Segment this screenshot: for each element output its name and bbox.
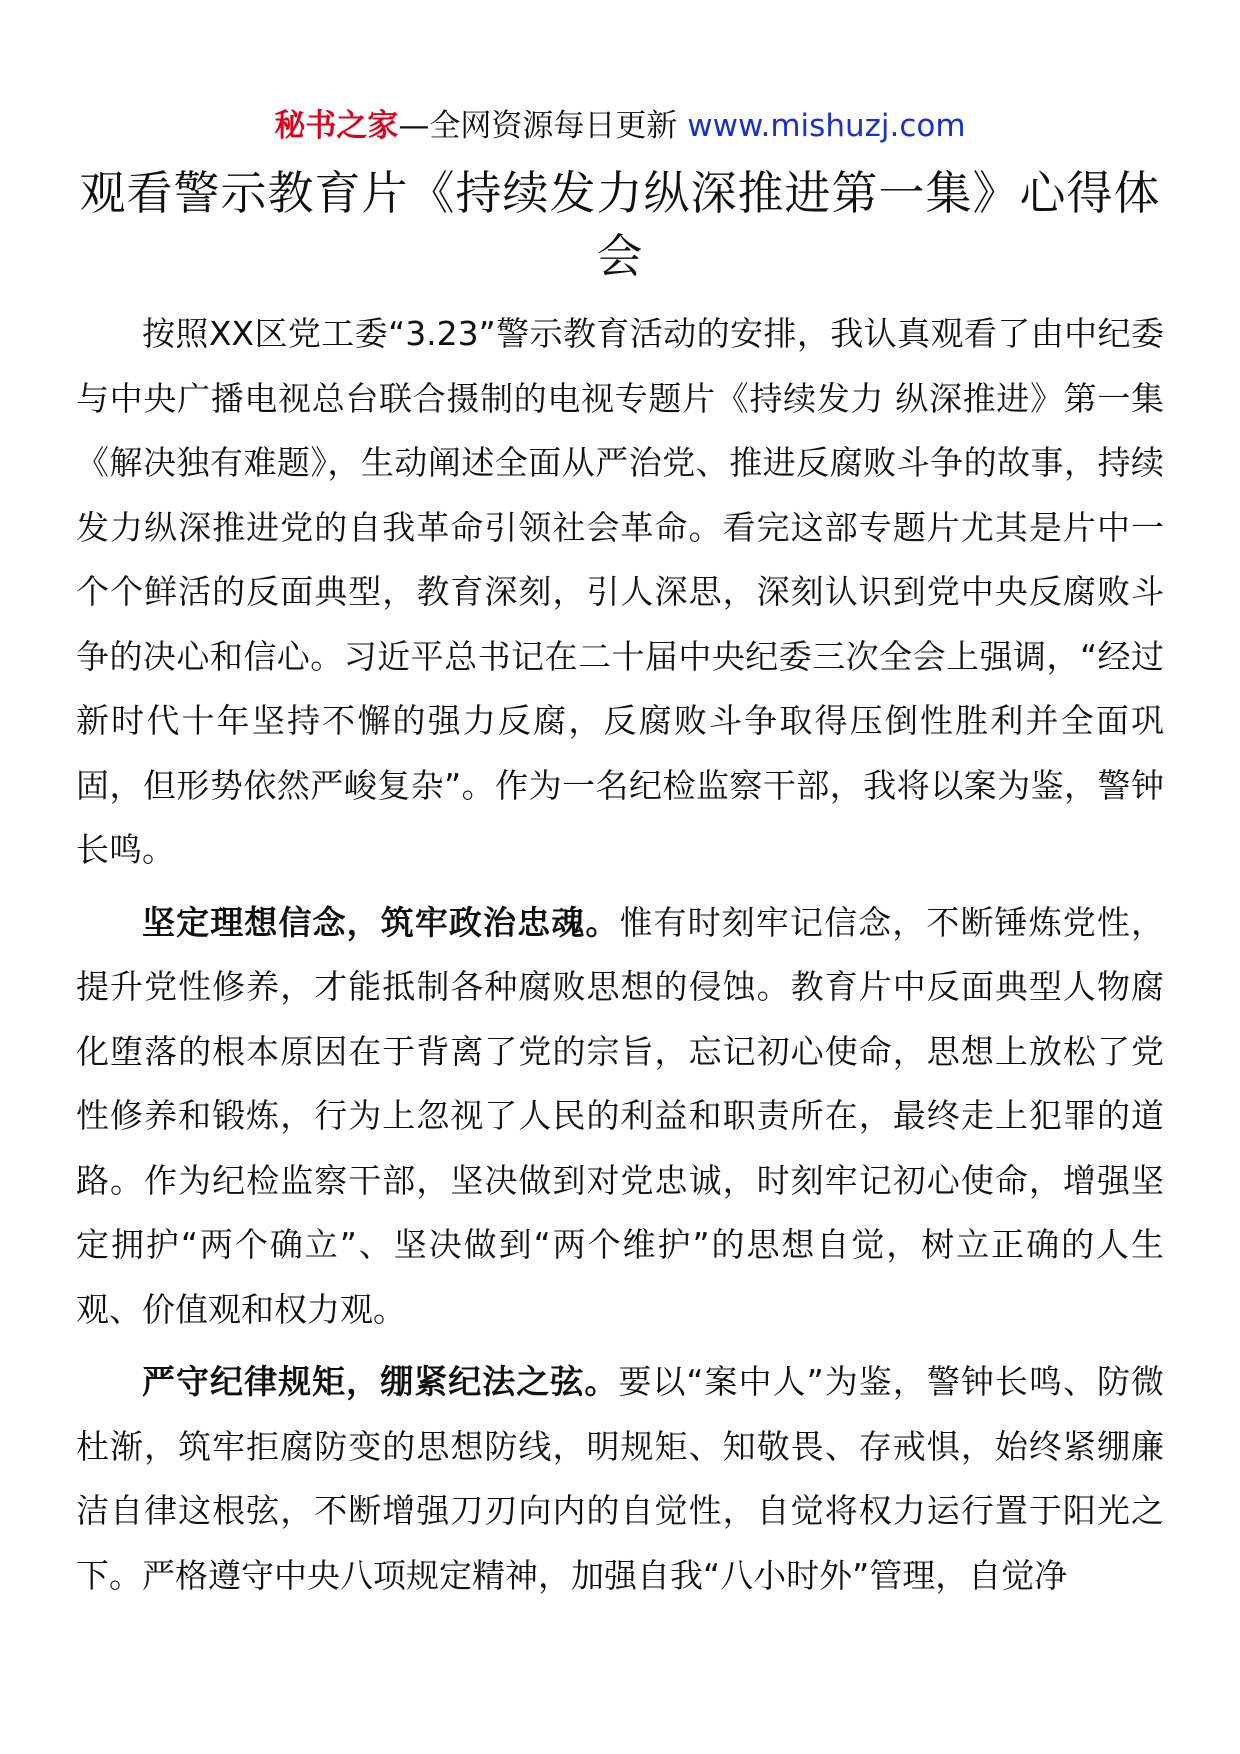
document-body (76, 302, 1164, 1608)
paragraph-lead-heading: 坚定理想信念，筑牢政治忠魂。 (142, 902, 620, 942)
paragraph-ideals (76, 891, 1164, 1343)
document-title: 观看警示教育片《持续发力纵深推进第一集》心得体会 (79, 166, 1161, 283)
paragraph-text: 要以“案中人”为鉴，警钟长鸣、防微杜渐，筑牢拒腐防变的思想防线，明规矩、知敬畏、存戒惧，始终紧绷廉洁自律这根弦，不断增强刀刃向内的自觉性，自觉将权力运行置于阳光之下。严格遵守中央八项规定精神，加强自我“八小时外”管理，自觉净 (76, 1362, 1164, 1595)
paragraph-discipline (76, 1350, 1164, 1608)
brand-name: 秘书之家 (274, 108, 399, 144)
paragraph-text: 惟有时刻牢记信念，不断锤炼党性，提升党性修养，才能抵制各种腐败思想的侵蚀。教育片中反面典型人物腐化堕落的根本原因在于背离了党的宗旨，忘记初心使命，思想上放松了党性修养和锻炼，行为上忽视了人民的利益和职责所在，最终走上犯罪的道路。作为纪检监察干部，坚决做到对党忠诚，时刻牢记初心使命，增强坚定拥护“两个确立”、坚决做到“两个维护”的思想自觉，树立正确的人生观、价值观和权力观。 (76, 902, 1165, 1329)
site-header (76, 104, 1164, 148)
paragraph-intro (76, 302, 1164, 883)
paragraph-lead-heading: 严守纪律规矩，绷紧纪法之弦。 (142, 1362, 619, 1401)
paragraph-text: 按照XX区党工委“3.23”警示教育活动的安排，我认真观看了由中纪委与中央广播电视总台联合摄制的电视专题片《持续发力 纵深推进》第一集《解决独有难题》，生动阐述全面从严治党、推进反腐败斗争的故事，持续发力纵深推进党的自我革命引领社会革命。看完这部专题片尤其是片中一个个鲜活的反面典型，教育深刻，引人深思，深刻认识到党中央反腐败斗争的决心和信心。习近平总书记在二十届中央纪委三次全会上强调，“经过新时代十年坚持不懈的强力反腐，反腐败斗争取得压倒性胜利并全面巩固，但形势依然严峻复杂”。作为一名纪检监察干部，我将以案为鉴，警钟长鸣。 (76, 314, 1164, 869)
site-url-link[interactable]: www.mishuzj.com (687, 108, 966, 144)
header-tagline: —全网资源每日更新 (398, 108, 678, 144)
